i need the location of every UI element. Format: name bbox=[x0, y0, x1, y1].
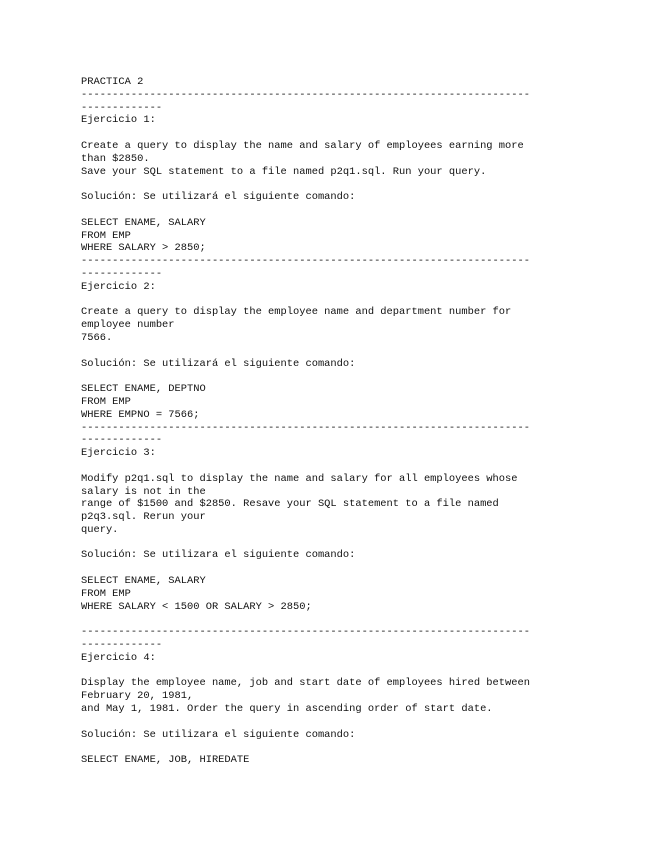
statement-line: query. bbox=[81, 523, 119, 536]
blank-line bbox=[81, 741, 641, 754]
sql-line: WHERE SALARY > 2850; bbox=[81, 242, 206, 255]
sql-line: FROM EMP bbox=[81, 395, 131, 408]
blank-line bbox=[81, 345, 641, 358]
sql-line: FROM EMP bbox=[81, 229, 131, 242]
blank-line bbox=[81, 127, 641, 140]
statement-line: Display the employee name, job and start date of employees hired between bbox=[81, 677, 530, 690]
exercise-2 bbox=[81, 281, 641, 422]
blank-line bbox=[81, 204, 641, 217]
blank-line bbox=[81, 370, 641, 383]
statement-line: and May 1, 1981. Order the query in ascending order of start date. bbox=[81, 703, 493, 716]
blank-line bbox=[81, 460, 641, 473]
exercise-heading: Ejercicio 3: bbox=[81, 447, 156, 460]
sql-line: FROM EMP bbox=[81, 587, 131, 600]
exercise-heading: Ejercicio 1: bbox=[81, 114, 156, 127]
separator-long: ------------------------------------------------------------------------ bbox=[81, 421, 530, 434]
sql-line: SELECT ENAME, SALARY bbox=[81, 216, 206, 229]
solution-label: Solución: Se utilizara el siguiente comando: bbox=[81, 728, 356, 741]
solution-label: Solución: Se utilizara el siguiente comando: bbox=[81, 549, 356, 562]
statement-line: than $2850. bbox=[81, 152, 150, 165]
separator-short: ------------- bbox=[81, 267, 163, 280]
blank-line bbox=[81, 178, 641, 191]
blank-line bbox=[81, 665, 641, 678]
blank-line bbox=[81, 613, 641, 626]
solution-label: Solución: Se utilizará el siguiente comando: bbox=[81, 191, 356, 204]
statement-line: employee number bbox=[81, 319, 175, 332]
statement-line: 7566. bbox=[81, 331, 113, 344]
document-title: PRACTICA 2 bbox=[81, 76, 144, 88]
blank-line bbox=[81, 716, 641, 729]
separator-short: ------------- bbox=[81, 639, 163, 652]
blank-line bbox=[81, 537, 641, 550]
statement-line: February 20, 1981, bbox=[81, 690, 194, 703]
sql-line: SELECT ENAME, DEPTNO bbox=[81, 383, 206, 396]
statement-line: Create a query to display the name and salary of employees earning more bbox=[81, 139, 524, 152]
exercise-heading: Ejercicio 4: bbox=[81, 651, 156, 664]
separator-long: ------------------------------------------------------------------------ bbox=[81, 626, 530, 639]
blank-line bbox=[81, 562, 641, 575]
separator-short: ------------- bbox=[81, 434, 163, 447]
statement-line: Create a query to display the employee name and department number for bbox=[81, 306, 512, 319]
separator-short: ------------- bbox=[81, 101, 163, 114]
blank-line bbox=[81, 294, 641, 307]
statement-line: Modify p2q1.sql to display the name and salary for all employees whose bbox=[81, 472, 518, 485]
sql-line: WHERE EMPNO = 7566; bbox=[81, 408, 200, 421]
document-page bbox=[81, 76, 641, 767]
sql-line: SELECT ENAME, JOB, HIREDATE bbox=[81, 754, 250, 767]
separator-long: ------------------------------------------------------------------------ bbox=[81, 255, 530, 268]
separator-long: ------------------------------------------------------------------------ bbox=[81, 88, 530, 101]
exercise-3 bbox=[81, 447, 641, 613]
solution-label: Solución: Se utilizará el siguiente comando: bbox=[81, 357, 356, 370]
statement-line: range of $1500 and $2850. Resave your SQL statement to a file named bbox=[81, 498, 499, 511]
sql-line: WHERE SALARY < 1500 OR SALARY > 2850; bbox=[81, 600, 312, 613]
sql-line: SELECT ENAME, SALARY bbox=[81, 575, 206, 588]
statement-line: salary is not in the bbox=[81, 485, 206, 498]
statement-line: p2q3.sql. Rerun your bbox=[81, 511, 206, 524]
statement-line: Save your SQL statement to a file named p2q1.sql. Run your query. bbox=[81, 165, 487, 178]
exercise-1 bbox=[81, 114, 641, 255]
exercise-heading: Ejercicio 2: bbox=[81, 280, 156, 293]
exercise-4 bbox=[81, 652, 641, 767]
